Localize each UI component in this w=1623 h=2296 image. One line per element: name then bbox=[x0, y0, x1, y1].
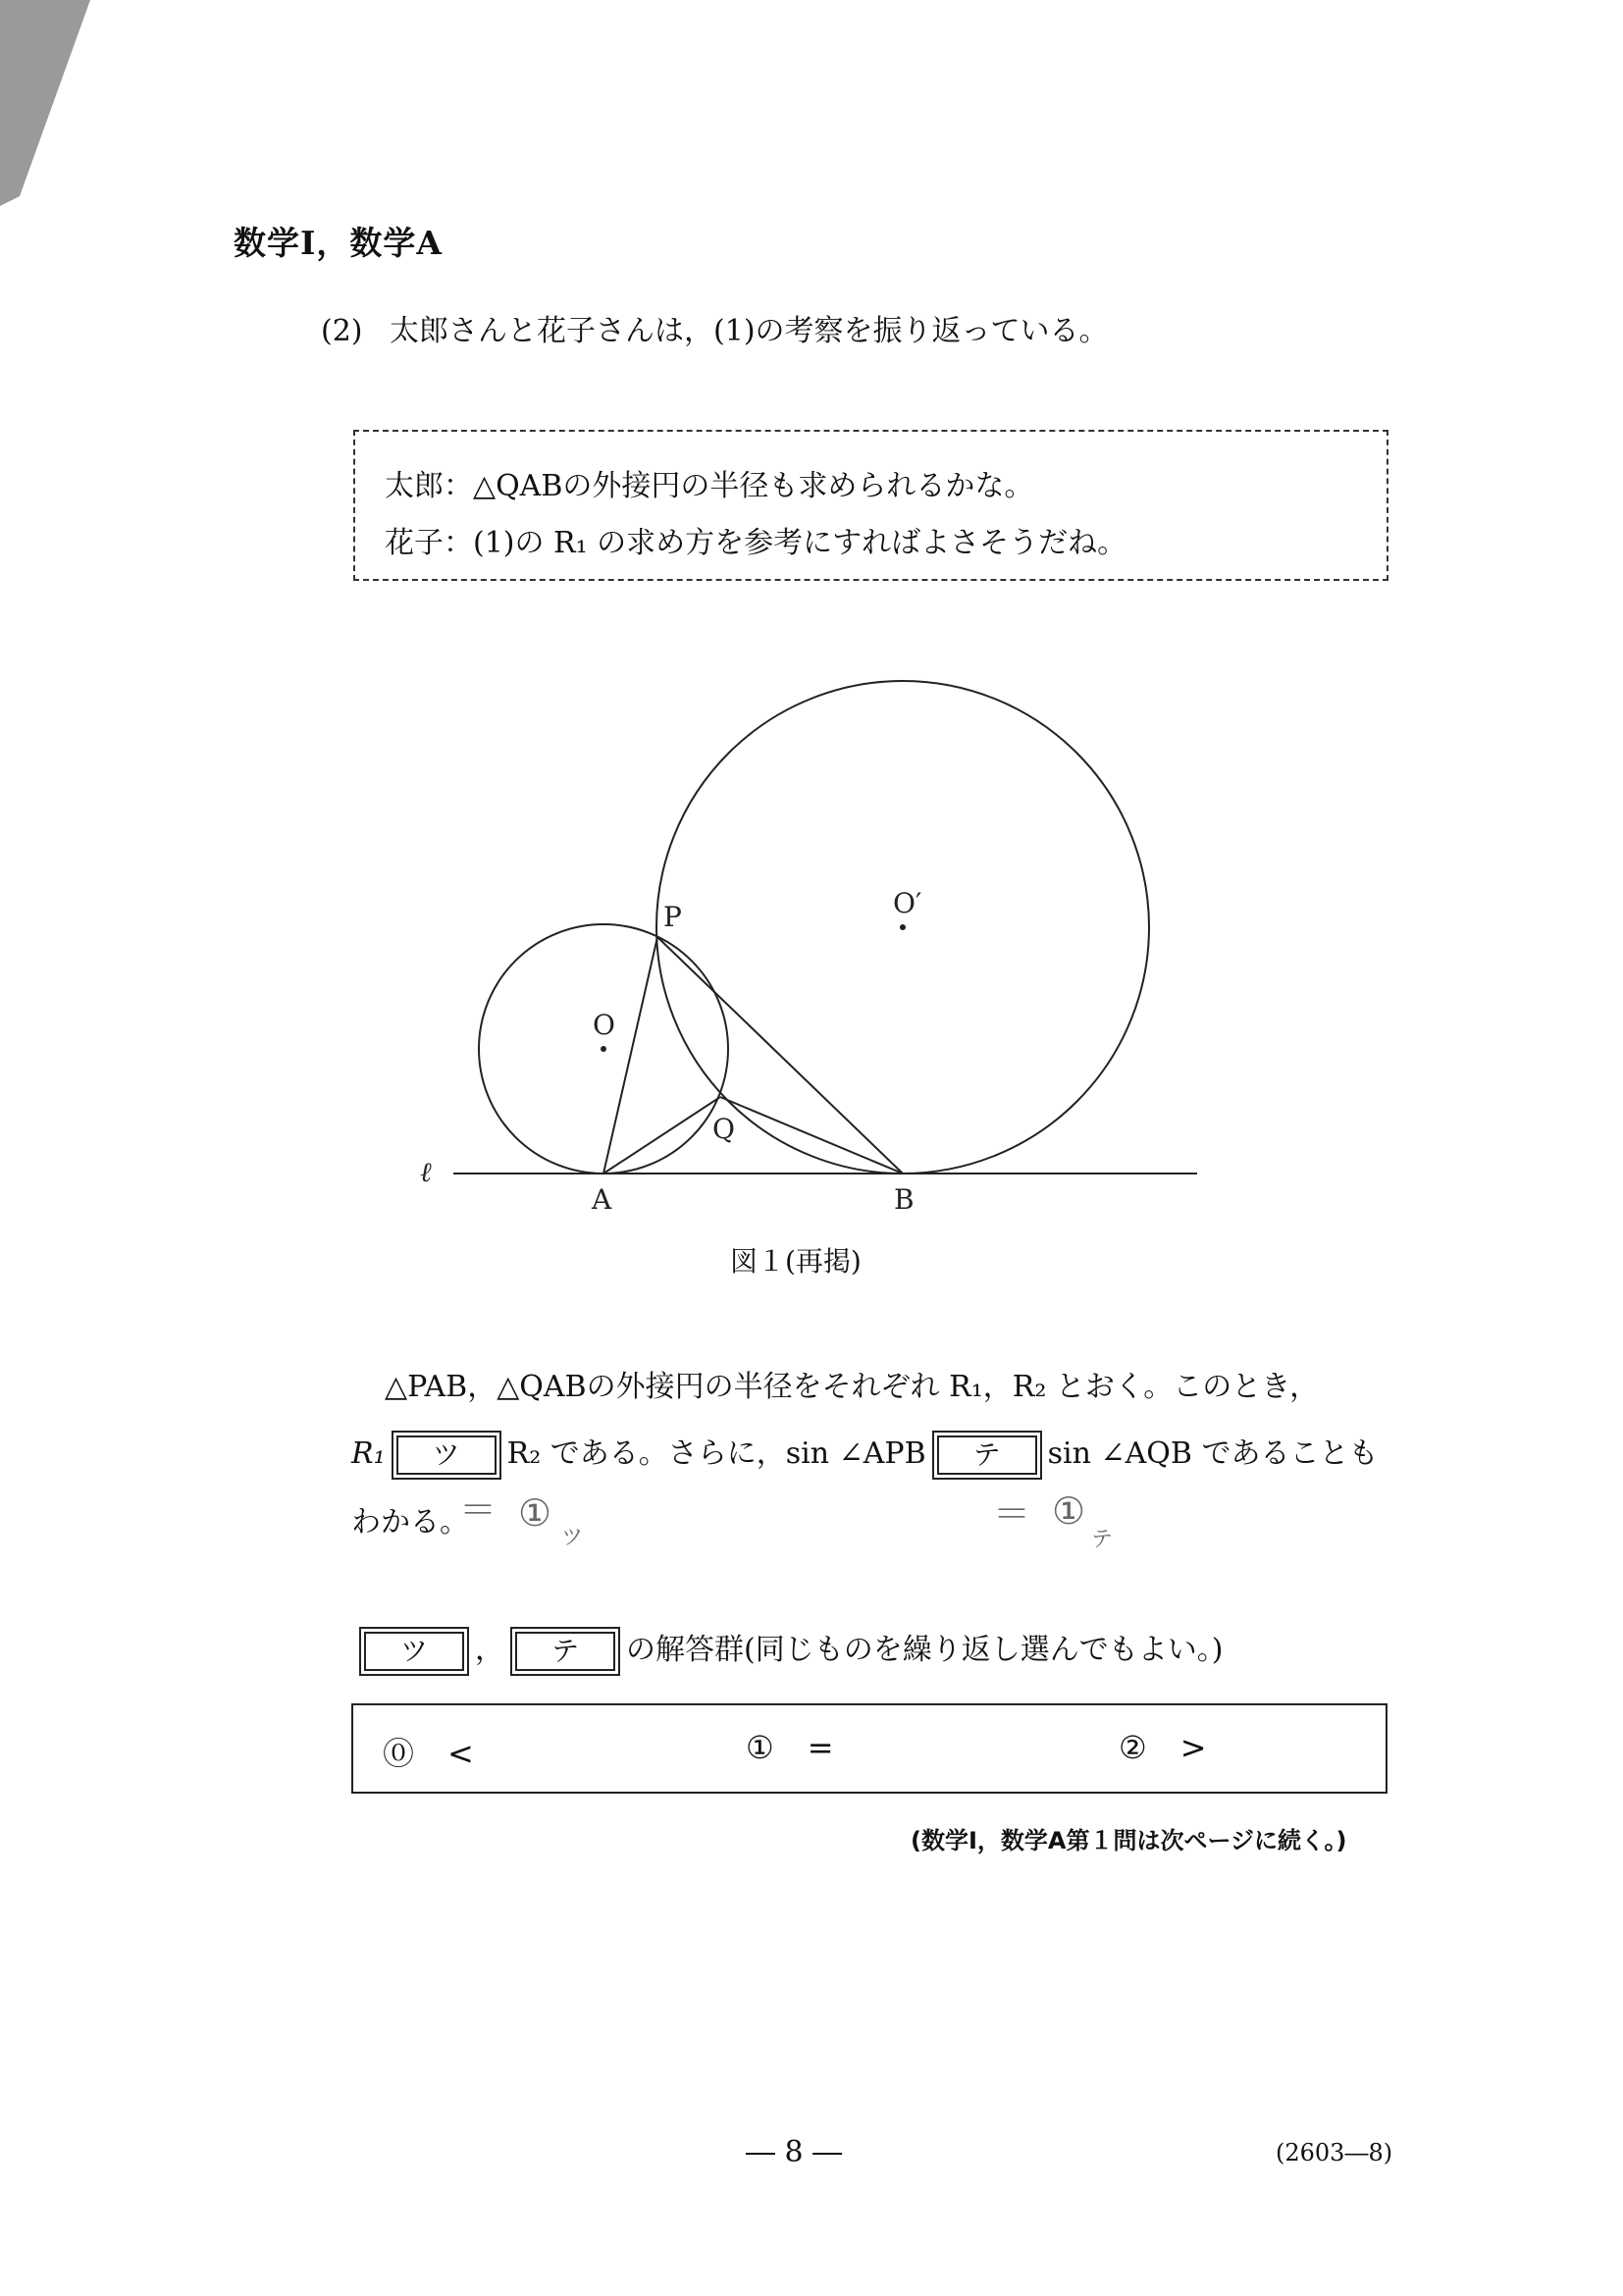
segment-QA bbox=[603, 1097, 720, 1174]
segment-QB bbox=[720, 1097, 903, 1174]
page-number: ― 8 ― bbox=[746, 2135, 843, 2169]
exam-code: (2603―8) bbox=[1276, 2139, 1393, 2166]
answer-box-tsu bbox=[392, 1431, 501, 1480]
handwritten-subscript-1: ツ bbox=[561, 1526, 584, 1550]
paragraph-line-2 bbox=[351, 1429, 1378, 1480]
dialog-taro: 太郎：△QABの外接円の半径も求められるかな。 bbox=[385, 469, 1034, 503]
choice-symbol-2: > bbox=[1179, 1729, 1207, 1766]
question-intro-text: 太郎さんと花子さんは，(1)の考察を振り返っている。 bbox=[390, 314, 1109, 348]
continuation-note: (数学Ⅰ，数学A第１問は次ページに続く。) bbox=[911, 1827, 1347, 1854]
section-header: 数学Ⅰ，数学A bbox=[234, 224, 444, 262]
answer-box-te bbox=[932, 1431, 1042, 1480]
handwritten-answer-1: ① bbox=[518, 1491, 552, 1535]
choice-head-text: の解答群(同じものを繰り返し選んでもよい。) bbox=[626, 1633, 1224, 1667]
label-O: O bbox=[593, 1009, 615, 1041]
choice-item-2 bbox=[1119, 1729, 1207, 1766]
paragraph-line-1: △PAB，△QABの外接円の半径をそれぞれ R₁，R₂ とおく。このとき， bbox=[385, 1370, 1320, 1404]
page-fold-shadow bbox=[0, 0, 108, 206]
choice-symbol-0: < bbox=[447, 1735, 474, 1772]
choice-mark-0: ⓪ bbox=[383, 1735, 415, 1772]
paragraph-line-3: わかる。 bbox=[351, 1505, 469, 1539]
choice-mark-1: ① bbox=[746, 1729, 774, 1766]
choice-head-box-tsu bbox=[359, 1627, 469, 1676]
segment-PA bbox=[603, 937, 657, 1174]
choice-item-1 bbox=[746, 1729, 834, 1766]
handwritten-equals-2: ＝ bbox=[993, 1492, 1031, 1536]
question-number: (2) bbox=[321, 314, 363, 348]
label-P: P bbox=[663, 901, 682, 933]
center-O-dot bbox=[601, 1046, 606, 1052]
answer-box-tsu-label: ツ bbox=[396, 1435, 497, 1475]
label-l: ℓ bbox=[420, 1156, 432, 1188]
paragraph-line-2-mid: R₂ である。さらに，sin ∠APB bbox=[506, 1436, 926, 1471]
label-O-prime: O′ bbox=[893, 887, 922, 919]
label-Q: Q bbox=[712, 1113, 735, 1145]
choice-head-separator: ， bbox=[475, 1633, 504, 1667]
answer-box-te-label: テ bbox=[937, 1435, 1037, 1475]
label-A: A bbox=[592, 1183, 612, 1216]
choice-head-box-te bbox=[510, 1627, 620, 1676]
R1-symbol: R₁ bbox=[351, 1436, 386, 1471]
small-circle bbox=[479, 924, 728, 1174]
paragraph-line-2-end: sin ∠AQB であることも bbox=[1047, 1436, 1379, 1471]
choice-head-box-tsu-label: ツ bbox=[364, 1632, 464, 1671]
segment-PB bbox=[657, 937, 903, 1174]
dialog-box bbox=[353, 430, 1388, 581]
handwritten-subscript-2: テ bbox=[1091, 1528, 1114, 1552]
dialog-hanako: 花子：(1)の R₁ の求め方を参考にすればよさそうだね。 bbox=[385, 526, 1127, 560]
handwritten-equals-1: ＝ bbox=[459, 1488, 497, 1532]
label-B: B bbox=[894, 1183, 915, 1216]
choice-heading bbox=[359, 1625, 1223, 1676]
center-O-prime-dot bbox=[900, 924, 906, 930]
choice-head-box-te-label: テ bbox=[515, 1632, 615, 1671]
choice-symbol-1: = bbox=[807, 1729, 834, 1766]
choice-list bbox=[351, 1703, 1387, 1794]
figure-caption: 図１(再掲) bbox=[730, 1245, 862, 1278]
large-circle bbox=[656, 681, 1149, 1174]
question-intro bbox=[321, 306, 1109, 349]
choice-mark-2: ② bbox=[1119, 1729, 1147, 1766]
handwritten-answer-2: ① bbox=[1052, 1489, 1086, 1533]
choice-item-0 bbox=[383, 1729, 474, 1774]
